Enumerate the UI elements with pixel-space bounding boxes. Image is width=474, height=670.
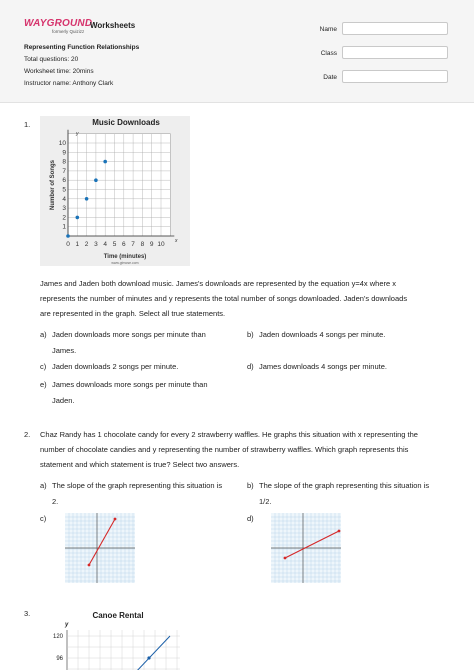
date-label: Date: [323, 74, 337, 81]
q1-x-tick: 1: [75, 241, 80, 248]
q1-data-point: [94, 178, 98, 182]
brand-logo-subtitle: formerly Quizizz: [52, 29, 85, 34]
question-2-text: [40, 427, 418, 472]
q1-data-point: [76, 216, 80, 220]
q3-axis-y-letter: y: [65, 622, 69, 628]
q1-y-tick: 6: [62, 177, 66, 185]
q1-axis-y-letter: y: [76, 131, 79, 137]
q2-option-d[interactable]: [247, 511, 254, 527]
worksheet-header: [0, 0, 474, 103]
question-2-number: 2.: [24, 430, 31, 439]
option-text: James.: [52, 346, 77, 355]
q2-option-c-graph[interactable]: [65, 513, 135, 583]
class-label: Class: [320, 50, 337, 57]
q3-graph-line: [134, 636, 170, 670]
option-text: James downloads more songs per minute than: [52, 380, 208, 389]
q1-data-point: [66, 234, 70, 238]
date-field[interactable]: [342, 70, 448, 83]
q1-option-e[interactable]: [40, 377, 208, 405]
option-text: Jaden downloads more songs per minute than: [52, 330, 206, 339]
question-1-number: 1.: [24, 120, 31, 129]
question-3-number: 3.: [24, 609, 31, 618]
option-text: Jaden.: [52, 396, 75, 405]
instructor-name: Instructor name: Anthony Clark: [24, 80, 114, 87]
q1-y-axis-title: Number of Songs: [50, 159, 56, 211]
q1-y-tick: 8: [62, 158, 66, 166]
question-1-text: [40, 276, 407, 321]
name-field[interactable]: [342, 22, 448, 35]
q1-x-tick: 6: [121, 241, 126, 248]
option-letter: c): [40, 362, 47, 371]
option-text: Jaden downloads 4 songs per minute.: [259, 330, 386, 339]
q1-graph-grid: [68, 130, 174, 236]
option-text: The slope of the graph representing this situation is: [52, 481, 223, 490]
brand-logo: WAYGROUND: [24, 18, 93, 29]
q1-x-tick: 9: [149, 241, 154, 248]
q1-option-c[interactable]: [40, 359, 179, 375]
q1-y-tick: 7: [62, 167, 66, 175]
total-questions: Total questions: 20: [24, 56, 79, 63]
worksheet-title: Representing Function Relationships: [24, 44, 140, 51]
q1-x-tick: 10: [157, 241, 165, 248]
q1-y-tick: 9: [62, 149, 66, 157]
option-letter: b): [247, 481, 254, 490]
q1-text-line: are represented in the graph. Select all true statements.: [40, 309, 226, 318]
q3-canoe-rental-graph: [40, 606, 190, 670]
worksheet-time: Worksheet time: 20mins: [24, 68, 94, 75]
q1-option-b[interactable]: [247, 327, 386, 343]
q1-x-axis-title: Time (minutes): [103, 254, 147, 260]
q1-x-tick: 0: [66, 241, 70, 248]
option-letter: c): [40, 514, 47, 523]
brand-title: Worksheets: [90, 21, 136, 30]
option-letter: e): [40, 380, 47, 389]
q1-axis-x-letter: x: [175, 238, 178, 244]
q2-text-line: number of chocolate candies and y representing the number of strawberry waffles. Which graph represents this: [40, 445, 409, 454]
q1-text-line: James and Jaden both download music. James's downloads are represented by the equation y=4x where x: [40, 279, 397, 288]
q3-y-tick: 120: [52, 634, 63, 640]
option-text: 2.: [52, 497, 59, 506]
q1-y-tick: 5: [62, 186, 66, 194]
q1-x-tick: 3: [94, 241, 98, 248]
q3-y-tick: 96: [56, 656, 63, 662]
q1-text-line: represents the number of minutes and y represents the total number of songs downloaded. Jaden's downloads: [40, 294, 408, 303]
q1-graph-title: Music Downloads: [92, 118, 160, 127]
q2-option-c[interactable]: [40, 511, 46, 527]
q1-option-d[interactable]: [247, 359, 387, 375]
q1-watermark: www.gtmcse.com: [111, 261, 139, 265]
q3-graph-grid: [67, 630, 180, 670]
q1-data-point: [85, 197, 89, 201]
q1-x-tick: 2: [84, 241, 89, 248]
q1-y-tick: 10: [58, 140, 66, 147]
option-letter: d): [247, 514, 254, 523]
option-letter: d): [247, 362, 254, 371]
option-text: 1/2.: [259, 497, 272, 506]
q1-y-tick: 1: [62, 223, 66, 231]
q2-option-a[interactable]: [40, 478, 223, 506]
q1-y-tick: 3: [62, 205, 66, 213]
q2-option-b[interactable]: [247, 478, 430, 506]
q2-text-line: Chaz Randy has 1 chocolate candy for every 2 strawberry waffles. He graphs this situation with x representing the: [40, 430, 418, 439]
class-field[interactable]: [342, 46, 448, 59]
option-letter: a): [40, 330, 47, 339]
q1-x-tick: 7: [131, 241, 135, 248]
option-letter: b): [247, 330, 254, 339]
q1-y-tick: 4: [62, 195, 66, 203]
q1-option-a[interactable]: [40, 327, 206, 355]
q1-music-downloads-graph: [40, 116, 190, 266]
q1-y-tick: 2: [62, 214, 66, 222]
q3-graph-title: Canoe Rental: [92, 611, 144, 620]
name-label: Name: [319, 26, 337, 33]
option-letter: a): [40, 481, 47, 490]
q1-x-tick: 8: [140, 241, 145, 248]
q2-text-line: statement and which statement is true? Select two answers.: [40, 460, 240, 469]
q1-data-point: [103, 160, 107, 164]
option-text: Jaden downloads 2 songs per minute.: [52, 362, 179, 371]
q2-option-d-graph[interactable]: [271, 513, 341, 583]
option-text: James downloads 4 songs per minute.: [259, 362, 387, 371]
q1-x-tick: 4: [103, 241, 108, 248]
q1-x-tick: 5: [112, 241, 117, 248]
option-text: The slope of the graph representing this situation is: [259, 481, 430, 490]
q3-data-point: [147, 656, 150, 659]
